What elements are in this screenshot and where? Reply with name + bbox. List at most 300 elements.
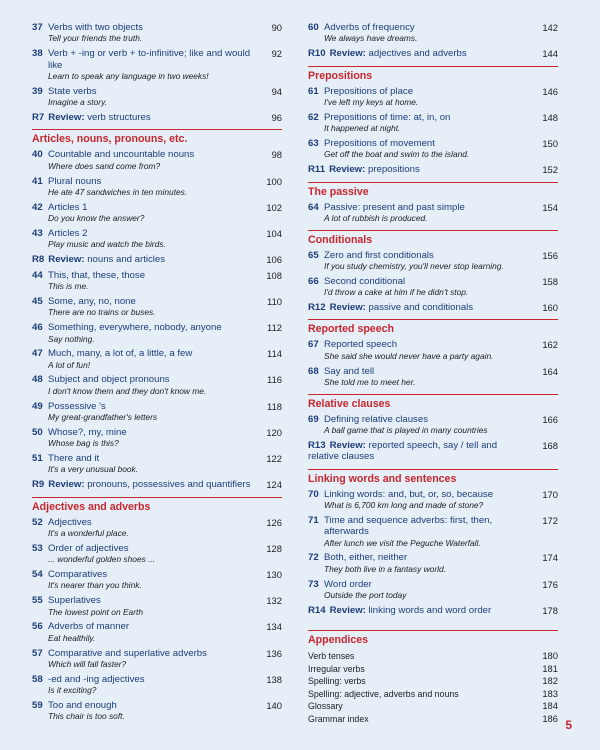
contents-entry xyxy=(32,543,282,565)
contents-entry xyxy=(308,339,558,361)
unit-title: Prepositions of time: at, in, on xyxy=(324,111,451,123)
contents-entry xyxy=(32,86,282,108)
review-topic: passive and conditionals xyxy=(368,301,474,313)
contents-entry xyxy=(308,86,558,108)
example-sentence: Which will fall faster? xyxy=(48,658,127,669)
review-entry xyxy=(308,302,558,313)
review-topic: pronouns, possessives and quantifiers xyxy=(87,479,251,491)
page-ref: 162 xyxy=(542,339,558,351)
page-ref: 140 xyxy=(266,699,282,711)
page-ref: 96 xyxy=(271,111,282,123)
unit-number: 50 xyxy=(32,426,43,438)
entry-line xyxy=(308,86,558,97)
review-number: R10 xyxy=(308,48,326,60)
entry-line xyxy=(308,202,558,213)
entry-line xyxy=(32,348,282,359)
unit-title: Passive: present and past simple xyxy=(324,201,465,213)
page-ref: 106 xyxy=(266,254,282,266)
unit-number: 43 xyxy=(32,227,43,239)
page-ref: 90 xyxy=(271,22,282,33)
example-sentence: She said she would never have a party again. xyxy=(324,350,494,361)
example-sentence: If you study chemistry, you'll never stop learning. xyxy=(324,260,504,271)
unit-title: Possessive 's xyxy=(48,400,106,412)
page-ref: 148 xyxy=(542,111,558,123)
unit-number: 53 xyxy=(32,542,43,554)
page-ref: 104 xyxy=(266,227,282,239)
review-title xyxy=(32,254,258,265)
entry-line xyxy=(32,648,282,659)
section-heading: Appendices xyxy=(308,630,558,647)
review-label: Review: xyxy=(48,111,85,123)
appendix-title: Spelling: verbs xyxy=(308,676,366,687)
appendix-title: Grammar index xyxy=(308,714,369,725)
review-entry xyxy=(32,254,282,265)
contents-entry xyxy=(32,621,282,643)
entry-line xyxy=(32,202,282,213)
contents-entry xyxy=(32,595,282,617)
entry-line xyxy=(32,296,282,307)
example-sentence: Get off the boat and swim to the island. xyxy=(324,149,470,160)
appendix-title: Glossary xyxy=(308,701,343,712)
unit-number: 68 xyxy=(308,365,319,377)
entry-line xyxy=(308,414,558,425)
page-ref: 160 xyxy=(542,301,558,313)
example-sentence: Outside the port today xyxy=(324,589,407,600)
example-sentence: We always have dreams. xyxy=(324,33,418,44)
review-entry xyxy=(308,164,558,175)
unit-number: 66 xyxy=(308,275,319,287)
unit-number: 73 xyxy=(308,578,319,590)
review-topic: prepositions xyxy=(368,164,420,176)
unit-title: Some, any, no, none xyxy=(48,295,136,307)
review-number: R11 xyxy=(308,164,326,176)
page-ref: 178 xyxy=(542,604,558,616)
unit-number: 70 xyxy=(308,488,319,500)
entry-line xyxy=(308,366,558,377)
unit-title: Whose?, my, mine xyxy=(48,426,127,438)
review-title xyxy=(308,440,534,463)
unit-number: 37 xyxy=(32,22,43,33)
unit-number: 44 xyxy=(32,269,43,281)
unit-number: 62 xyxy=(308,111,319,123)
section-heading: Prepositions xyxy=(308,66,558,83)
unit-title: Countable and uncountable nouns xyxy=(48,149,195,161)
unit-number: 72 xyxy=(308,552,319,564)
unit-title: There and it xyxy=(48,453,100,465)
page-ref: 154 xyxy=(542,201,558,213)
entry-line xyxy=(308,138,558,149)
example-sentence: She told me to meet her. xyxy=(324,376,416,387)
review-entry xyxy=(308,605,558,616)
contents-column-right xyxy=(308,22,558,726)
page-ref: 122 xyxy=(266,453,282,465)
appendix-item xyxy=(308,675,558,688)
entry-line xyxy=(32,86,282,97)
page-ref: 138 xyxy=(266,673,282,685)
unit-title: Second conditional xyxy=(324,275,406,287)
entry-line xyxy=(32,453,282,464)
example-sentence: A ball game that is played in many countries xyxy=(324,424,488,435)
page-ref: 168 xyxy=(542,439,558,451)
section-heading: Linking words and sentences xyxy=(308,469,558,486)
unit-number: 49 xyxy=(32,400,43,412)
review-label: Review: xyxy=(329,439,366,451)
entry-line xyxy=(32,112,282,123)
page-ref: 174 xyxy=(542,552,558,564)
contents-entry xyxy=(32,648,282,670)
entry-line xyxy=(308,164,558,175)
contents-entry xyxy=(32,322,282,344)
example-sentence: This chair is too soft. xyxy=(48,711,125,722)
contents-entry xyxy=(308,276,558,298)
appendix-item xyxy=(308,700,558,713)
unit-number: 58 xyxy=(32,673,43,685)
unit-number: 47 xyxy=(32,348,43,360)
entry-line xyxy=(308,552,558,563)
unit-number: 61 xyxy=(308,85,319,97)
page-ref: 134 xyxy=(266,621,282,633)
contents-entry xyxy=(32,228,282,250)
example-sentence: My great-grandfather's letters xyxy=(48,412,158,423)
entry-line xyxy=(308,489,558,500)
page-ref: 144 xyxy=(542,48,558,60)
unit-number: 45 xyxy=(32,295,43,307)
unit-number: 46 xyxy=(32,322,43,334)
review-topic: reported speech, say / tell and relative clauses xyxy=(308,439,498,463)
entry-line xyxy=(32,374,282,385)
example-sentence: There are no trains or buses. xyxy=(48,307,156,318)
page-ref: 118 xyxy=(267,400,282,412)
unit-number: 71 xyxy=(308,514,319,526)
review-number: R12 xyxy=(308,301,326,313)
contents-entry xyxy=(32,348,282,370)
example-sentence: It's a wonderful place. xyxy=(48,528,129,539)
appendix-title: Spelling: adjective, adverbs and nouns xyxy=(308,688,459,699)
review-label: Review: xyxy=(329,164,366,176)
unit-title: Reported speech xyxy=(324,339,398,351)
unit-number: 59 xyxy=(32,699,43,711)
unit-title: Superlatives xyxy=(48,595,101,607)
unit-number: 51 xyxy=(32,453,43,465)
example-sentence: Imagine a story. xyxy=(48,97,107,108)
example-sentence: Do you know the answer? xyxy=(48,213,145,224)
example-sentence: Is it exciting? xyxy=(48,685,97,696)
page-ref: 116 xyxy=(267,374,282,386)
entry-line xyxy=(32,427,282,438)
entry-line xyxy=(32,149,282,160)
page-ref: 114 xyxy=(267,348,282,360)
review-entry xyxy=(308,48,558,59)
unit-title: Verb + -ing or verb + to-infinitive; like and would like xyxy=(48,48,251,71)
unit-title: Zero and first conditionals xyxy=(324,249,434,261)
unit-title: -ed and -ing adjectives xyxy=(48,673,145,685)
contents-entry xyxy=(308,22,558,44)
page-ref: 124 xyxy=(266,479,282,491)
unit-title: Prepositions of place xyxy=(324,85,414,97)
review-entry xyxy=(308,440,558,463)
contents-entry xyxy=(32,427,282,449)
unit-title: Plural nouns xyxy=(48,175,102,187)
entry-line xyxy=(308,22,558,33)
unit-number: 56 xyxy=(32,621,43,633)
contents-column-left xyxy=(32,22,282,726)
page-ref: 132 xyxy=(266,595,282,607)
appendix-item xyxy=(308,650,558,663)
page-ref: 142 xyxy=(542,22,558,33)
unit-number: 67 xyxy=(308,339,319,351)
entry-line xyxy=(308,250,558,261)
entry-line xyxy=(308,515,558,538)
entry-line xyxy=(32,700,282,711)
page-ref: 170 xyxy=(542,488,558,500)
page-ref: 92 xyxy=(271,48,282,60)
page-ref: 182 xyxy=(542,675,558,687)
example-sentence: Tell your friends the truth. xyxy=(48,33,143,44)
review-number: R7 xyxy=(32,111,45,123)
entry-line xyxy=(32,543,282,554)
example-sentence: After lunch we visit the Peguche Waterfall. xyxy=(324,537,481,548)
contents-entry xyxy=(308,552,558,574)
entry-line xyxy=(32,517,282,528)
contents-entry xyxy=(32,176,282,198)
unit-title: Adjectives xyxy=(48,516,92,528)
unit-title: Too and enough xyxy=(48,699,117,711)
unit-number: 41 xyxy=(32,175,43,187)
example-sentence: What is 6,700 km long and made of stone? xyxy=(324,499,484,510)
entry-line xyxy=(32,270,282,281)
section-heading: Conditionals xyxy=(308,230,558,247)
unit-title: State verbs xyxy=(48,85,97,97)
contents-entry xyxy=(32,48,282,81)
contents-entry xyxy=(32,149,282,171)
example-sentence: It's nearer than you think. xyxy=(48,580,142,591)
entry-line xyxy=(32,621,282,632)
review-label: Review: xyxy=(329,301,366,313)
example-sentence: He ate 47 sandwiches in ten minutes. xyxy=(48,186,188,197)
page-ref: 158 xyxy=(542,275,558,287)
contents-entry xyxy=(32,674,282,696)
page-ref: 120 xyxy=(266,426,282,438)
page-ref: 136 xyxy=(266,647,282,659)
contents-entry xyxy=(308,202,558,224)
entry-line xyxy=(308,112,558,123)
page-ref: 156 xyxy=(542,249,558,261)
page-ref: 183 xyxy=(542,687,558,699)
contents-entry xyxy=(308,414,558,436)
page-ref: 186 xyxy=(542,713,558,725)
appendix-item xyxy=(308,663,558,676)
entry-line xyxy=(308,605,558,616)
review-entry xyxy=(32,112,282,123)
entry-line xyxy=(308,48,558,59)
unit-title: This, that, these, those xyxy=(48,269,146,281)
unit-number: 39 xyxy=(32,85,43,97)
unit-title: Say and tell xyxy=(324,365,375,377)
page-ref: 181 xyxy=(542,662,558,674)
entry-line xyxy=(32,48,282,71)
page-ref: 112 xyxy=(267,322,282,334)
page-ref: 110 xyxy=(267,295,282,307)
page-ref: 94 xyxy=(271,85,282,97)
example-sentence: The lowest point on Earth xyxy=(48,606,143,617)
review-number: R14 xyxy=(308,604,326,616)
page-ref: 150 xyxy=(542,137,558,149)
unit-title: Both, either, neither xyxy=(324,552,408,564)
page-ref: 146 xyxy=(542,85,558,97)
contents-entry xyxy=(308,579,558,601)
review-label: Review: xyxy=(48,479,85,491)
example-sentence: I'd throw a cake at him if he didn't stop. xyxy=(324,287,469,298)
contents-entry xyxy=(32,453,282,475)
unit-title: Articles 1 xyxy=(48,201,88,213)
page-ref: 128 xyxy=(266,542,282,554)
example-sentence: Where does sand come from? xyxy=(48,160,161,171)
contents-entry xyxy=(32,401,282,423)
unit-title: Linking words: and, but, or, so, because xyxy=(324,488,494,500)
page-ref: 172 xyxy=(542,514,558,526)
example-sentence: Say nothing. xyxy=(48,333,95,344)
review-title xyxy=(308,48,534,59)
entry-line xyxy=(308,276,558,287)
example-sentence: ... wonderful golden shoes ... xyxy=(48,554,156,565)
example-sentence: I don't know them and they don't know me. xyxy=(48,385,207,396)
review-number: R9 xyxy=(32,479,45,491)
entry-line xyxy=(32,595,282,606)
unit-title: Defining relative clauses xyxy=(324,413,428,425)
contents-entry xyxy=(32,374,282,396)
unit-title: Adverbs of frequency xyxy=(324,22,415,33)
contents-entry xyxy=(32,22,282,44)
appendix-title: Verb tenses xyxy=(308,651,355,662)
example-sentence: Play music and watch the birds. xyxy=(48,239,166,250)
page-ref: 176 xyxy=(542,578,558,590)
entry-line xyxy=(308,339,558,350)
review-title xyxy=(308,605,534,616)
example-sentence: They both live in a fantasy world. xyxy=(324,563,446,574)
example-sentence: This is me. xyxy=(48,281,89,292)
unit-number: 52 xyxy=(32,516,43,528)
section-heading: The passive xyxy=(308,182,558,199)
page-number: 5 xyxy=(565,718,572,732)
unit-title: Articles 2 xyxy=(48,227,88,239)
entry-line xyxy=(32,674,282,685)
entry-line xyxy=(32,479,282,490)
contents-entry xyxy=(308,515,558,548)
entry-line xyxy=(32,401,282,412)
unit-number: 69 xyxy=(308,413,319,425)
appendix-title: Irregular verbs xyxy=(308,663,365,674)
contents-entry xyxy=(308,138,558,160)
example-sentence: Learn to speak any language in two weeks! xyxy=(48,71,209,81)
entry-line xyxy=(32,322,282,333)
entry-line xyxy=(308,579,558,590)
contents-entry xyxy=(308,366,558,388)
review-title xyxy=(308,164,534,175)
review-label: Review: xyxy=(48,254,85,266)
entry-line xyxy=(32,254,282,265)
page-ref: 180 xyxy=(542,650,558,662)
unit-title: Something, everywhere, nobody, anyone xyxy=(48,322,222,334)
unit-title: Comparatives xyxy=(48,569,108,580)
review-title xyxy=(32,479,258,490)
page-ref: 100 xyxy=(266,175,282,187)
page-ref: 102 xyxy=(266,201,282,213)
page-ref: 166 xyxy=(542,413,558,425)
section-heading: Reported speech xyxy=(308,319,558,336)
unit-title: Order of adjectives xyxy=(48,542,129,554)
unit-number: 38 xyxy=(32,48,43,60)
entry-line xyxy=(32,228,282,239)
contents-entry xyxy=(32,270,282,292)
unit-number: 48 xyxy=(32,374,43,386)
unit-title: Comparative and superlative adverbs xyxy=(48,647,207,659)
unit-title: Prepositions of movement xyxy=(324,137,435,149)
unit-number: 63 xyxy=(308,137,319,149)
section-heading: Articles, nouns, pronouns, etc. xyxy=(32,129,282,146)
example-sentence: It happened at night. xyxy=(324,123,401,134)
unit-title: Much, many, a lot of, a little, a few xyxy=(48,348,193,360)
entry-line xyxy=(308,440,558,463)
section-heading: Adjectives and adverbs xyxy=(32,497,282,514)
unit-number: 40 xyxy=(32,149,43,161)
review-label: Review: xyxy=(329,604,366,616)
example-sentence: It's a very unusual book. xyxy=(48,464,139,475)
contents-entry xyxy=(32,296,282,318)
example-sentence: I've left my keys at home. xyxy=(324,97,419,107)
example-sentence: Whose bag is this? xyxy=(48,438,119,449)
page-ref: 108 xyxy=(266,269,282,281)
review-topic: nouns and articles xyxy=(87,254,166,266)
unit-number: 60 xyxy=(308,22,319,33)
review-title xyxy=(308,302,534,313)
entry-line xyxy=(308,302,558,313)
entry-line xyxy=(32,176,282,187)
review-topic: adjectives and adverbs xyxy=(368,48,467,60)
page-ref: 164 xyxy=(542,365,558,377)
contents-entry xyxy=(32,569,282,591)
page-ref: 152 xyxy=(542,164,558,176)
example-sentence: A lot of rubbish is produced. xyxy=(324,212,428,223)
unit-title: Subject and object pronouns xyxy=(48,374,170,386)
contents-entry xyxy=(308,112,558,134)
example-sentence: A lot of fun! xyxy=(48,359,91,370)
review-entry xyxy=(32,479,282,490)
entry-line xyxy=(32,22,282,33)
example-sentence: Eat healthily. xyxy=(48,632,96,643)
unit-number: 42 xyxy=(32,201,43,213)
page-ref: 184 xyxy=(542,700,558,712)
unit-title: Time and sequence adverbs: first, then, afterwards xyxy=(324,514,493,538)
review-title xyxy=(32,112,258,123)
contents-entry xyxy=(308,489,558,511)
unit-number: 65 xyxy=(308,249,319,261)
unit-title: Word order xyxy=(324,578,372,590)
contents-entry xyxy=(32,700,282,722)
section-heading: Relative clauses xyxy=(308,394,558,411)
review-number: R8 xyxy=(32,254,45,266)
contents-entry xyxy=(32,517,282,539)
unit-title: Adverbs of manner xyxy=(48,621,130,633)
page-ref: 126 xyxy=(266,516,282,528)
entry-line xyxy=(32,569,282,580)
contents-entry xyxy=(308,250,558,272)
unit-title: Verbs with two objects xyxy=(48,22,143,33)
unit-number: 54 xyxy=(32,569,43,580)
page-ref: 130 xyxy=(266,569,282,580)
page-ref: 98 xyxy=(271,149,282,161)
review-label: Review: xyxy=(329,48,366,60)
unit-number: 57 xyxy=(32,647,43,659)
